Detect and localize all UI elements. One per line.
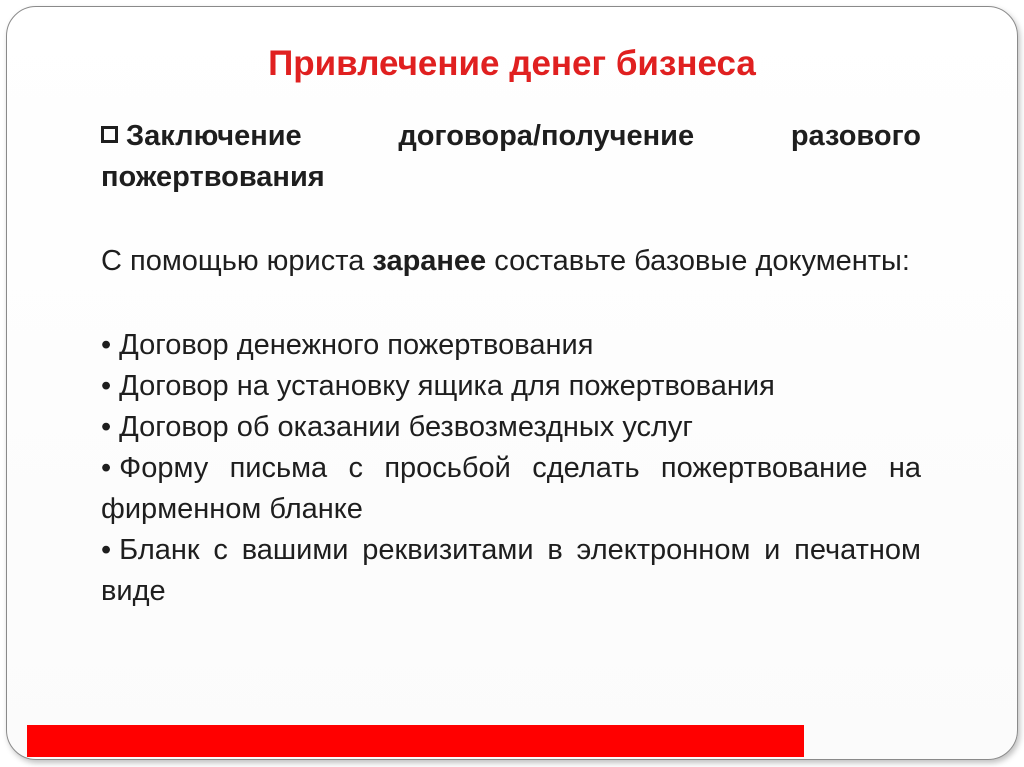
bullet-dot: • [101,534,112,566]
intro-emphasis: заранее [372,245,487,277]
list-item-text: Договор на установку ящика для пожертвования [119,370,775,402]
list-item [101,325,921,366]
slide-content [101,116,921,612]
list-item-text: Договор об оказании безвозмездных услуг [119,411,694,443]
intro-paragraph [101,241,921,282]
checkbox-bullet-icon [101,126,118,143]
spacer [101,198,921,241]
bullet-dot: • [101,411,112,443]
list-item [101,448,921,530]
list-item [101,366,921,407]
intro-text-before: С помощью юриста [101,245,373,277]
list-item [101,530,921,612]
spacer [101,282,921,325]
list-item-text: Форму письма с просьбой сделать пожертвование на фирменном бланке [101,452,921,525]
heading-item [101,116,921,198]
bullet-list [101,325,921,612]
bullet-dot: • [101,370,112,402]
bullet-dot: • [101,329,112,361]
heading-item-text: Заключение договора/получение разового пожертвования [101,120,921,193]
list-item [101,407,921,448]
bullet-dot: • [101,452,112,484]
list-item-text: Бланк с вашими реквизитами в электронном и печатном виде [101,534,921,607]
decorative-red-bar [27,725,804,757]
intro-text-after: составьте базовые документы: [486,245,910,277]
slide-title: Привлечение денег бизнеса [268,44,756,83]
list-item-text: Договор денежного пожертвования [119,329,594,361]
